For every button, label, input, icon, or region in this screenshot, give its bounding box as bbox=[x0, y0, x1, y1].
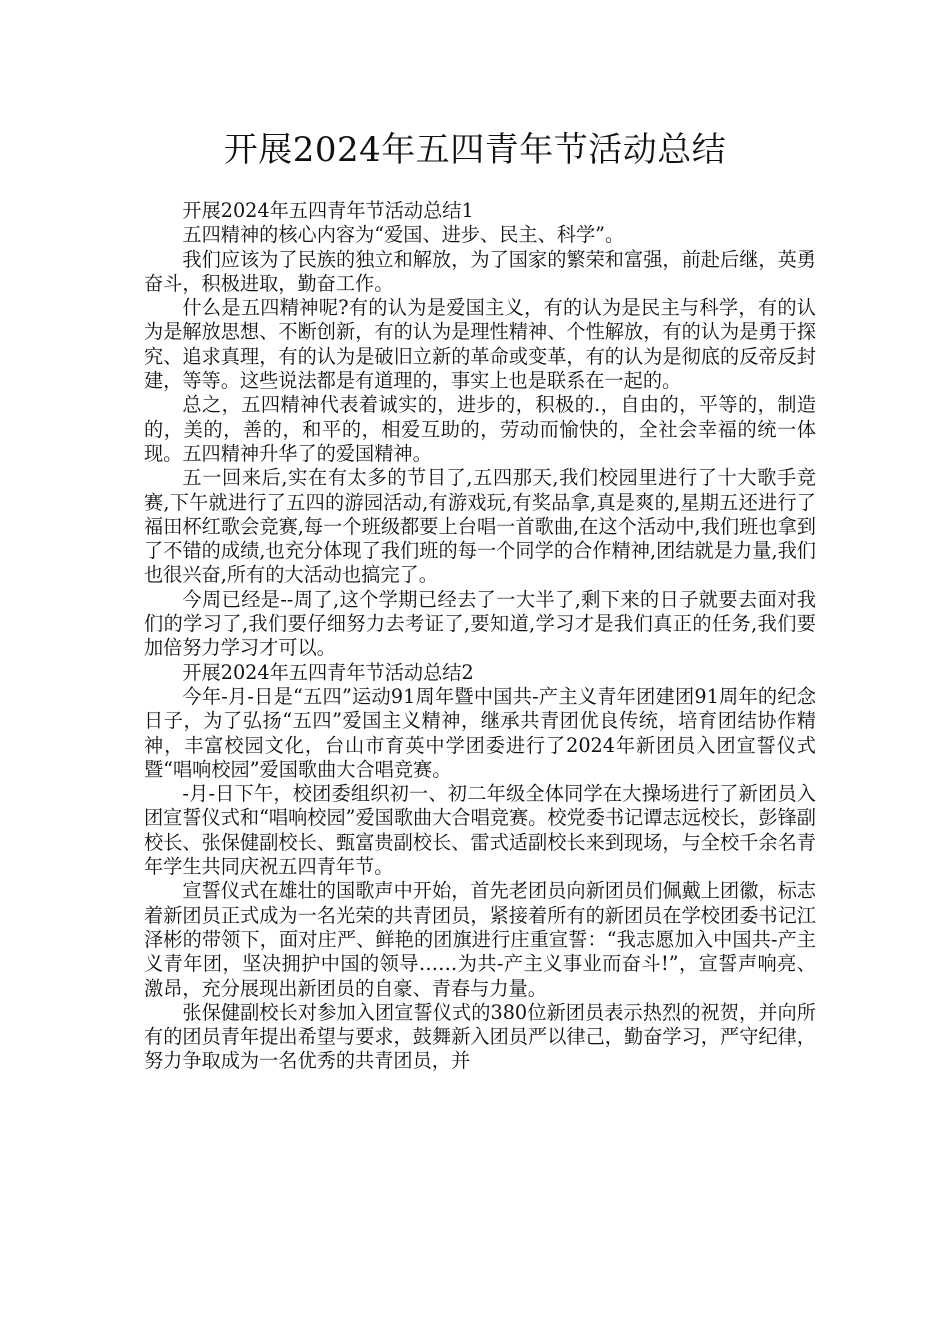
paragraph: -月-日下午，校团委组织初一、初二年级全体同学在大操场进行了新团员入团宣誓仪式和“唱响校园”爱国歌曲大合唱竞赛。校党委书记谭志远校长，彭锋副校长、张保健副校长、甄富贵副校长、雷式适副校长来到现场，与全校千余名青年学生共同庆祝五四青年节。 bbox=[144, 782, 816, 879]
section-heading-2: 开展2024年五四青年节活动总结2 bbox=[182, 660, 474, 684]
paragraph: 什么是五四精神呢?有的认为是爱国主义，有的认为是民主与科学，有的认为是解放思想、不断创新，有的认为是理性精神、个性解放，有的认为是勇于探究、追求真理，有的认为是破旧立新的革命或变革，有的认为是彻底的反帝反封建，等等。这些说法都是有道理的，事实上也是联系在一起的。 bbox=[144, 296, 816, 393]
section-heading-1: 开展2024年五四青年节活动总结1 bbox=[182, 199, 474, 222]
paragraph: 今年-月-日是“五四”运动91周年暨中国共-产主义青年团建团91周年的纪念日子，为了弘扬“五四”爱国主义精神，继承共青团优良传统，培育团结协作精神，丰富校园文化，台山市育英中学团委进行了2024年新团员入团宣誓仪式暨“唱响校园”爱国歌曲大合唱竞赛。 bbox=[144, 684, 816, 781]
document-title: 开展2024年五四青年节活动总结 bbox=[223, 130, 727, 170]
paragraph: 总之，五四精神代表着诚实的，进步的，积极的.，自由的，平等的，制造的，美的，善的，和平的，相爱互助的，劳动而愉快的，全社会幸福的统一体现。五四精神升华了的爱国精神。 bbox=[144, 393, 816, 465]
paragraph: 我们应该为了民族的独立和解放，为了国家的繁荣和富强，前赴后继，英勇奋斗，积极进取，勤奋工作。 bbox=[144, 247, 816, 295]
paragraph: 五四精神的核心内容为“爱国、进步、民主、科学”。 bbox=[182, 223, 625, 247]
paragraph: 张保健副校长对参加入团宣誓仪式的380位新团员表示热烈的祝贺，并向所有的团员青年提出希望与要求，鼓舞新入团员严以律己，勤奋学习，严守纪律，努力争取成为一名优秀的共青团员，并 bbox=[144, 1000, 816, 1073]
document-body bbox=[144, 199, 816, 1074]
paragraph: 五一回来后,实在有太多的节目了,五四那天,我们校园里进行了十大歌手竞赛,下午就进行了五四的游园活动,有游戏玩,有奖品拿,真是爽的,星期五还进行了福田杯红歌会竞赛,每一个班级都要上台唱一首歌曲,在这个活动中,我们班也拿到了不错的成绩,也充分体现了我们班的每一个同学的合作精神,团结就是力量,我们也很兴奋,所有的大活动也搞完了。 bbox=[144, 466, 816, 587]
paragraph: 宣誓仪式在雄壮的国歌声中开始，首先老团员向新团员们佩戴上团徽，标志着新团员正式成为一名光荣的共青团员，紧接着所有的新团员在学校团委书记江泽彬的带领下，面对庄严、鲜艳的团旗进行庄重宣誓：“我志愿加入中国共-产主义青年团，坚决拥护中国的领导……为共-产主义事业而奋斗!”，宣誓声响亮、激昂，充分展现出新团员的自豪、青春与力量。 bbox=[144, 879, 816, 1000]
paragraph: 今周已经是--周了,这个学期已经去了一大半了,剩下来的日子就要去面对我们的学习了,我们要仔细努力去考证了,要知道,学习才是我们真正的任务,我们要加倍努力学习才可以。 bbox=[144, 587, 816, 660]
